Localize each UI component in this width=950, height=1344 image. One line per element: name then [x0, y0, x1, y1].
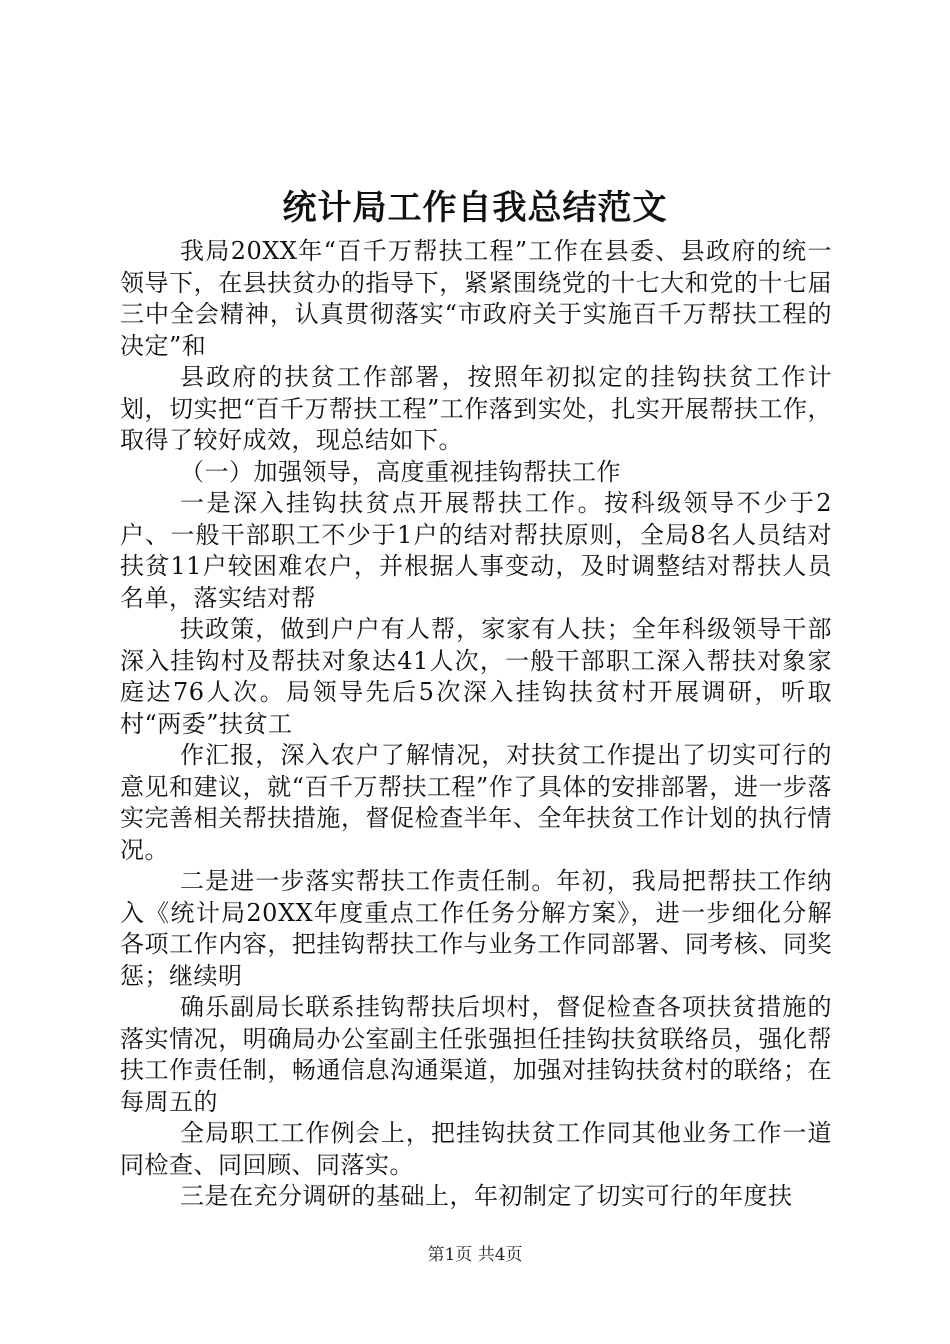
document-title: 统计局工作自我总结范文 — [282, 188, 668, 228]
paragraph: 二是进一步落实帮扶工作责任制。年初，我局把帮扶工作纳入《统计局20XX年度重点工作任务分解方案》，进一步细化分解各项工作内容，把挂钩帮扶工作与业务工作同部署、同考核、同奖惩；继续明 — [120, 867, 832, 990]
paragraph: 扶政策，做到户户有人帮，家家有人扶；全年科级领导干部深入挂钩村及帮扶对象达41人次，一般干部职工深入帮扶对象家庭达76人次。局领导先后5次深入挂钩扶贫村开展调研，听取村“两委”扶贫工 — [120, 615, 832, 738]
document-body — [120, 236, 832, 1213]
paragraph: 我局20XX年“百千万帮扶工程”工作在县委、县政府的统一领导下，在县扶贫办的指导下，紧紧围绕党的十七大和党的十七届三中全会精神，认真贯彻落实“市政府关于实施百千万帮扶工程的决定”和 — [120, 237, 832, 360]
paragraph: 县政府的扶贫工作部署，按照年初拟定的挂钩扶贫工作计划，切实把“百千万帮扶工程”工作落到实处，扎实开展帮扶工作，取得了较好成效，现总结如下。 — [120, 363, 832, 454]
paragraph: 作汇报，深入农户了解情况，对扶贫工作提出了切实可行的意见和建议，就“百千万帮扶工程”作了具体的安排部署，进一步落实完善相关帮扶措施，督促检查半年、全年扶贫工作计划的执行情况。 — [120, 741, 832, 864]
paragraph: 三是在充分调研的基础上，年初制定了切实可行的年度扶 — [180, 1182, 793, 1210]
page-number-footer: 第1页 共4页 — [427, 1245, 523, 1265]
paragraph: 全局职工工作例会上，把挂钩扶贫工作同其他业务工作一道同检查、同回顾、同落实。 — [120, 1119, 832, 1179]
section-heading: （一）加强领导，高度重视挂钩帮扶工作 — [180, 457, 621, 486]
paragraph: 一是深入挂钩扶贫点开展帮扶工作。按科级领导不少于2户、一般干部职工不少于1户的结对帮扶原则，全局8名人员结对扶贫11户较困难农户，并根据人事变动，及时调整结对帮扶人员名单，落实结对帮 — [120, 489, 832, 612]
paragraph: 确乐副局长联系挂钩帮扶后坝村，督促检查各项扶贫措施的落实情况，明确局办公室副主任张强担任挂钩扶贫联络员，强化帮扶工作责任制，畅通信息沟通渠道，加强对挂钩扶贫村的联络；在每周五的 — [120, 993, 832, 1116]
